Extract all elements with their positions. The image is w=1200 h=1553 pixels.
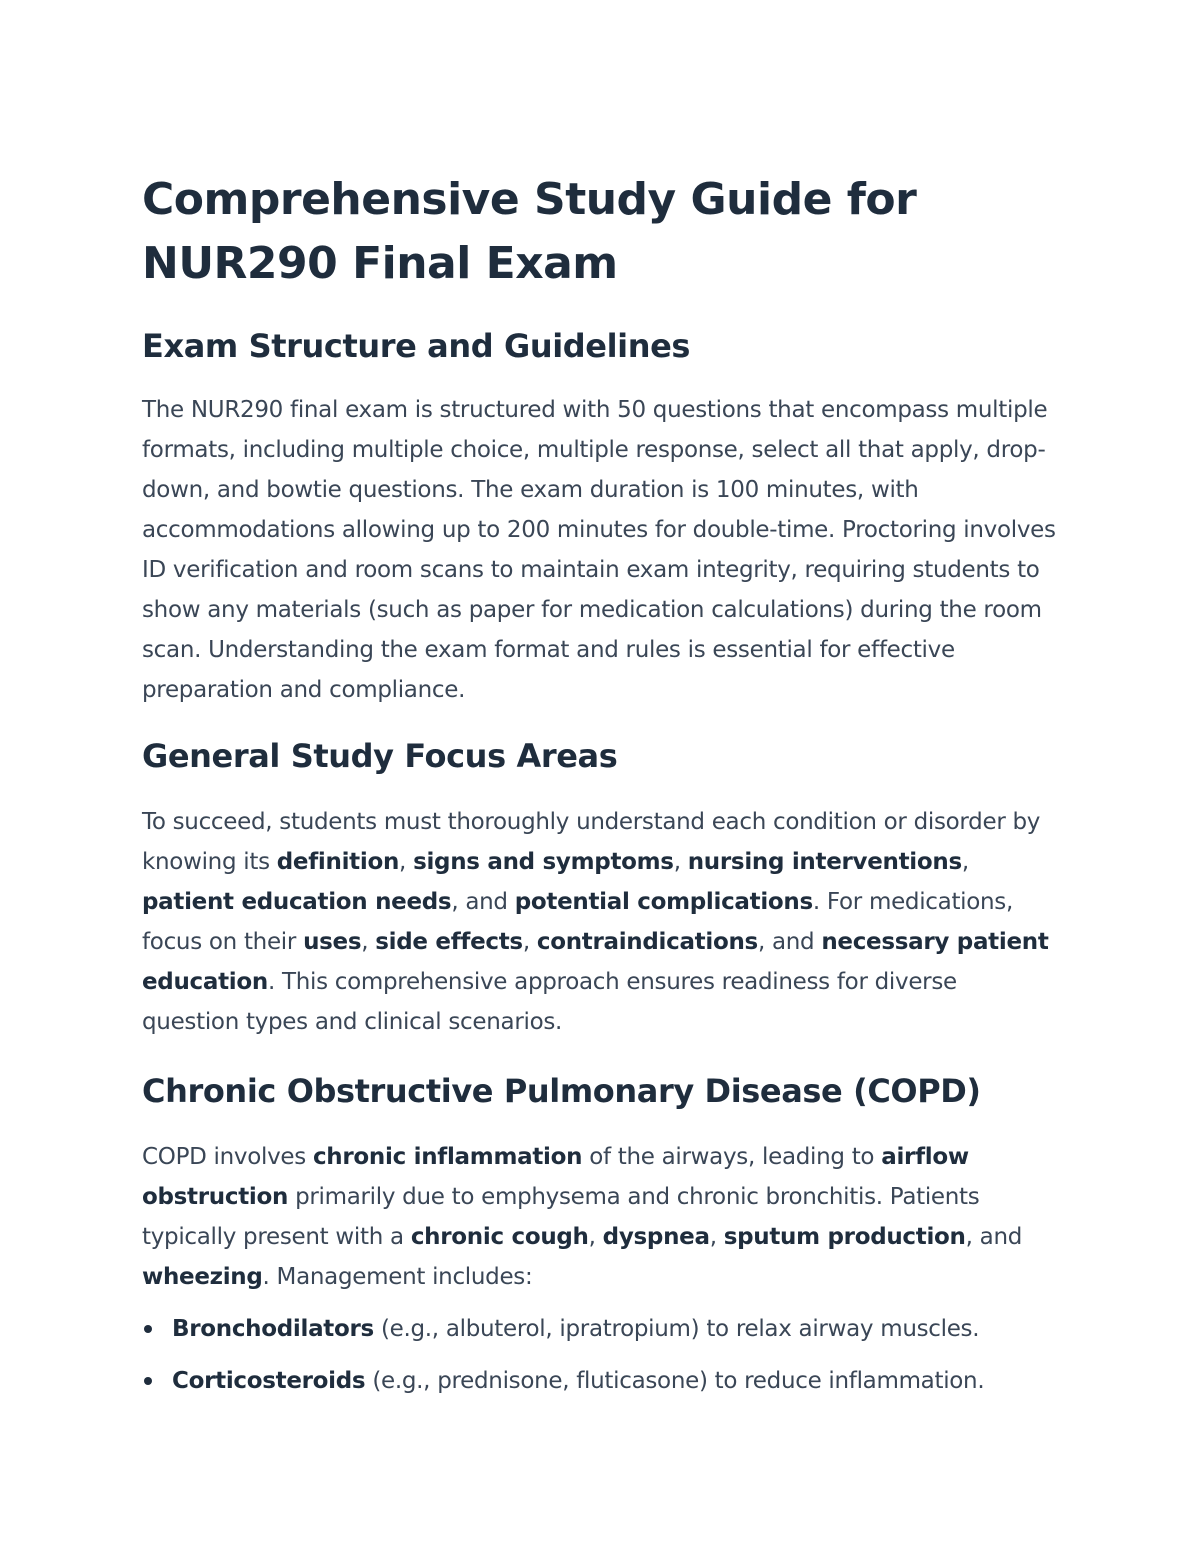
bullet-dot-icon	[144, 1325, 152, 1333]
bold-term: signs and symptoms	[413, 849, 674, 875]
bold-term: dyspnea	[602, 1224, 710, 1250]
bold-term: potential complications	[514, 889, 813, 915]
bold-term: sputum production	[723, 1224, 966, 1250]
text-run: ,	[673, 849, 688, 875]
document-title	[142, 168, 1058, 296]
text-run: . This comprehensive approach ensures readiness for diverse question types and clinical scenarios.	[142, 969, 957, 1035]
text-run: ,	[588, 1224, 603, 1250]
section-heading-study-focus: General Study Focus Areas	[142, 737, 618, 775]
text-run: ,	[522, 929, 537, 955]
list-item	[142, 1361, 1058, 1401]
text-run: primarily due to emphysema and chronic bronchitis. Patients typically present with a	[142, 1184, 980, 1250]
section-paragraph-study-focus	[142, 802, 1058, 1042]
document-page	[142, 168, 1058, 1413]
text-run: ,	[961, 849, 969, 875]
bold-term: airflow obstruction	[142, 1144, 969, 1210]
text-run: , and	[965, 1224, 1023, 1250]
bold-term: patient education needs	[142, 889, 452, 915]
title-line-1: Comprehensive Study Guide for	[142, 174, 917, 225]
text-run: ,	[399, 849, 414, 875]
bold-term: contraindications	[536, 929, 758, 955]
bold-term: nursing interventions	[687, 849, 962, 875]
text-run: To succeed, students must thoroughly understand each condition or disorder by knowing its	[142, 809, 1041, 875]
section-paragraph-exam-structure: The NUR290 final exam is structured with 50 questions that encompass multiple formats, including multiple choice, multiple response, select all that apply, drop-down, and bowtie questions. The exam duration is 100 minutes, with accommodations allowing up to 200 minutes for double-time. Proctoring involves ID verification and room scans to maintain exam integrity, requiring students to show any materials (such as paper for medication calculations) during the room scan. Understanding the exam format and rules is essential for effective preparation and compliance.	[142, 397, 1056, 703]
text-run: , and	[757, 929, 822, 955]
bold-term: necessary patient education	[142, 929, 1049, 995]
bold-term: chronic inflammation	[312, 1144, 583, 1170]
bold-term: uses	[303, 929, 362, 955]
bold-term: Corticosteroids	[172, 1368, 366, 1394]
text-run: . Management includes:	[262, 1264, 533, 1290]
text-run: ,	[709, 1224, 724, 1250]
bold-term: definition	[276, 849, 400, 875]
text-run: , and	[451, 889, 515, 915]
title-line-2: NUR290 Final Exam	[142, 238, 618, 289]
section-heading-copd: Chronic Obstructive Pulmonary Disease (COPD)	[142, 1072, 981, 1110]
text-run: ,	[361, 929, 376, 955]
copd-management-list	[142, 1309, 1058, 1401]
text-run: (e.g., prednisone, fluticasone) to reduce inflammation.	[365, 1368, 985, 1394]
bold-term: wheezing	[142, 1264, 263, 1290]
section-heading-exam-structure: Exam Structure and Guidelines	[142, 327, 691, 365]
bold-term: chronic cough	[410, 1224, 589, 1250]
section-paragraph-copd	[142, 1137, 1058, 1297]
bold-term: Bronchodilators	[172, 1316, 374, 1342]
text-run: . For medications, focus on their	[142, 889, 1013, 955]
text-run: of the airways, leading to	[582, 1144, 882, 1170]
text-run: (e.g., albuterol, ipratropium) to relax airway muscles.	[373, 1316, 980, 1342]
list-item	[142, 1309, 1058, 1349]
text-run: COPD involves	[142, 1144, 313, 1170]
bold-term: side effects	[375, 929, 523, 955]
bullet-dot-icon	[144, 1377, 152, 1385]
